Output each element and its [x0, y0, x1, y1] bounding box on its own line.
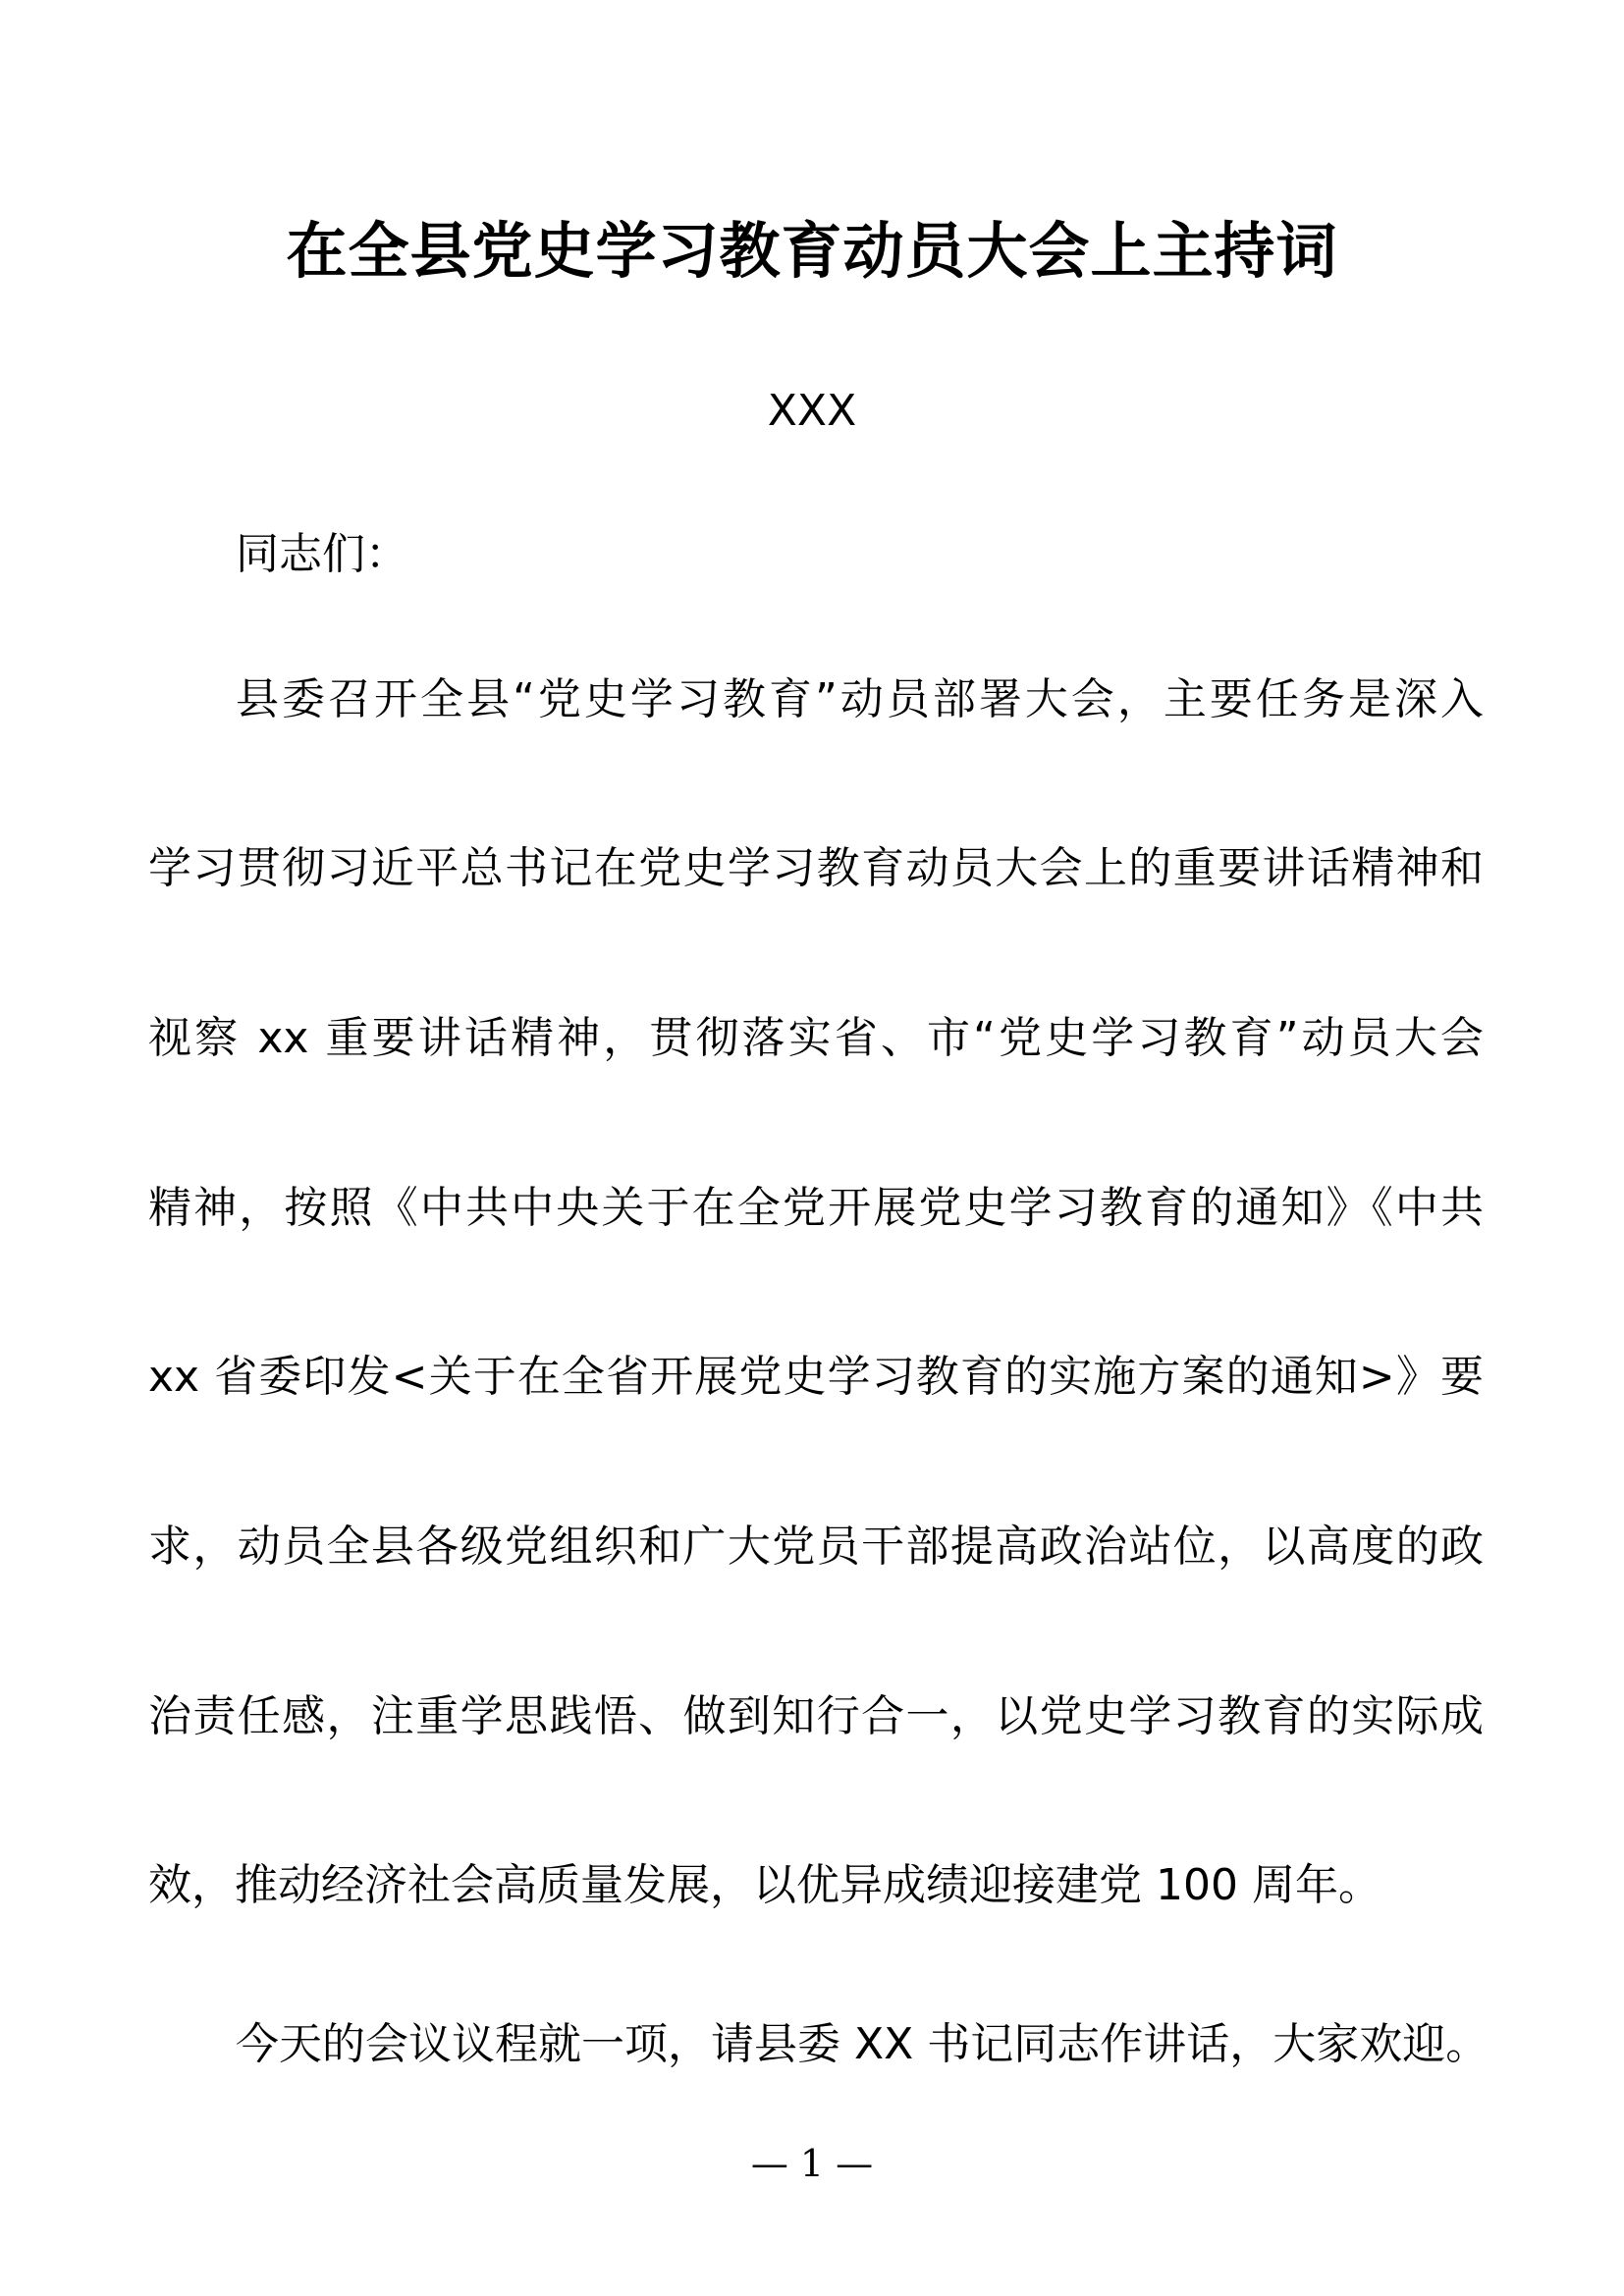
- paragraph-line: 视察 xx 重要讲话精神，贯彻落实省、市“党史学习教育”动员大会: [148, 1013, 1484, 1063]
- paragraph-line: 治责任感，注重学思践悟、做到知行合一，以党史学习教育的实际成: [148, 1691, 1484, 1741]
- paragraph-line: 精神，按照《中共中央关于在全党开展党史学习教育的通知》《中共: [148, 1183, 1484, 1233]
- document-author: XXX: [767, 386, 857, 436]
- paragraph-line: 县委召开全县“党史学习教育”动员部署大会，主要任务是深入: [236, 674, 1484, 724]
- document-title: 在全县党史学习教育动员大会上主持词: [286, 215, 1338, 287]
- paragraph-line: xx 省委印发<关于在全省开展党史学习教育的实施方案的通知>》要: [148, 1352, 1484, 1402]
- page-number: — 1 —: [750, 2142, 874, 2185]
- closing-paragraph: 今天的会议议程就一项，请县委 XX 书记同志作讲话，大家欢迎。: [236, 2019, 1489, 2069]
- paragraph-line: 效，推动经济社会高质量发展，以优异成绩迎接建党 100 周年。: [148, 1860, 1381, 1910]
- salutation: 同志们：: [236, 529, 408, 579]
- paragraph-line: 学习贯彻习近平总书记在党史学习教育动员大会上的重要讲话精神和: [148, 843, 1484, 893]
- paragraph-line: 求，动员全县各级党组织和广大党员干部提高政治站位，以高度的政: [148, 1522, 1484, 1572]
